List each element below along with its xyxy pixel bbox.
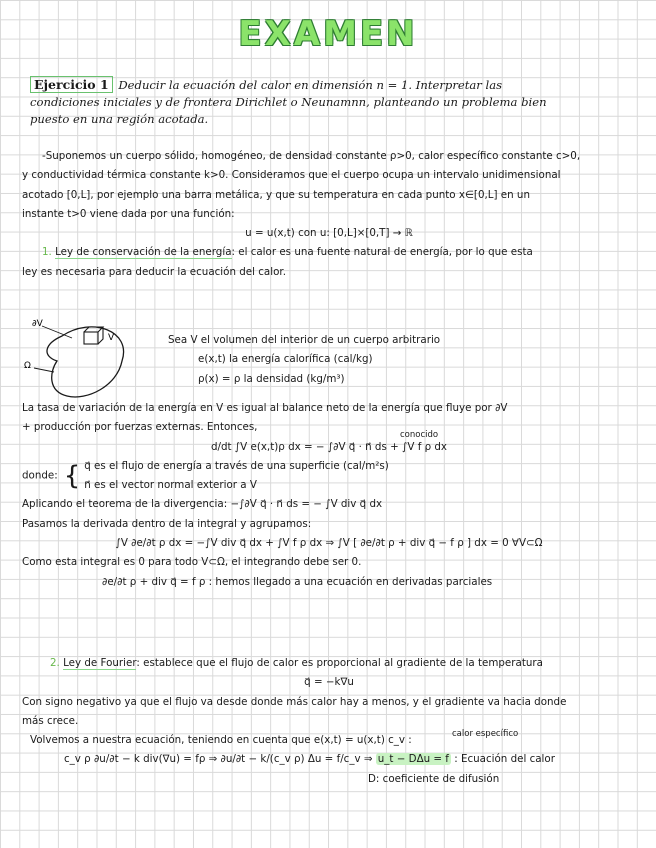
body-volume-sketch: [22, 316, 132, 406]
fourier-equation: q⃗ = −k∇u: [304, 676, 354, 689]
intro-line: -Suponemos un cuerpo sólido, homogéneo, de densidad constante ρ>0, calor específico constante c>0,: [42, 150, 581, 162]
exercise-label: Ejercicio 1: [30, 76, 113, 93]
volume-cube: [84, 332, 98, 344]
region-label: Ω: [24, 361, 31, 371]
heat-equation-box: u_t − DΔu = f: [377, 753, 449, 766]
definition-line: Sea V el volumen del interior de un cuerpo arbitrario: [168, 334, 441, 346]
notes-intro: [22, 147, 636, 282]
notes-fourier: [22, 654, 636, 789]
divergence-line: Aplicando el teorema de la divergencia: −∫∂V q⃗ · n⃗ ds = − ∫V div q⃗ dx: [22, 498, 383, 511]
rate-line: La tasa de variación de la energía en V es igual al balance neto de la energía que fluye por ∂V: [22, 402, 508, 414]
rate-line: + producción por fuerzas externas. Entonces,: [22, 421, 258, 434]
law1-line: [22, 243, 636, 262]
page-title: EXAMEN: [238, 14, 418, 54]
heat-equation-label: : Ecuación del calor: [454, 753, 555, 766]
intro-line: instante t>0 viene dada por una función:: [22, 207, 235, 220]
final-equation: c_v ρ ∂u/∂t − k div(∇u) = fρ ⇒ ∂u/∂t − k/(c_v ρ) Δu = f/c_v ⇒: [64, 753, 376, 766]
zero-line: Como esta integral es 0 para todo V⊂Ω, el integrando debe ser 0.: [22, 556, 362, 569]
pde-line: [22, 573, 636, 592]
derivative-line: Pasamos la derivada dentro de la integral y agrupamos:: [22, 517, 312, 530]
definition-line: e(x,t) la energía calorífica (cal/kg): [198, 353, 373, 366]
boundary-pointer: [42, 326, 72, 338]
donde-item: n⃗ es el vector normal exterior a V: [84, 479, 257, 492]
volume-label: V: [108, 333, 115, 343]
region-pointer: [34, 368, 54, 372]
pde-comment: : hemos llegado a una ecuación en derivadas parciales: [208, 575, 493, 588]
sign-line: Con signo negativo ya que el flujo va desde donde más calor hay a menos, y el gradiente va hacia donde: [22, 695, 567, 708]
law1-text: : el calor es una fuente natural de energía, por lo que esta: [231, 246, 533, 259]
annotation-specific-heat: calor específico: [452, 729, 519, 739]
volume-cube-top: [84, 327, 103, 344]
exercise-text: Deducir la ecuación del calor en dimensión n = 1. Interpretar las condiciones iniciales y de frontera Dirichlet o Neunamnn, planteando un problema bien puesto en una región acotada.: [30, 78, 547, 126]
law2-title: Ley de Fourier: [63, 657, 137, 669]
diffusion-note: D: coeficiente de difusión: [368, 772, 500, 785]
pde-equation: ∂e/∂t ρ + div q⃗ = f ρ: [102, 575, 206, 588]
notes-derivation: [22, 399, 636, 592]
law2-line: [22, 654, 636, 673]
annotation-known: conocido: [400, 430, 439, 440]
definition-line: ρ(x) = ρ la densidad (kg/m³): [198, 372, 345, 385]
law1-title: Ley de conservación de la energía: [55, 246, 232, 259]
intro-line: y conductividad térmica constante k>0. Consideramos que el cuerpo ocupa un intervalo unidimensional: [22, 169, 561, 182]
intro-line: acotado [0,L], por ejemplo una barra metálica, y que su temperatura en cada punto x∈[0,L] en un: [22, 188, 530, 201]
boundary-label: ∂V: [32, 319, 43, 329]
law2-text: : establece que el flujo de calor es proporcional al gradiente de la temperatura: [136, 657, 543, 669]
law1-line2: ley es necesaria para deducir la ecuación del calor.: [22, 265, 286, 278]
law2-number: 2.: [50, 657, 60, 669]
sign-line: más crece.: [22, 714, 79, 727]
balance-equation: d/dt ∫V e(x,t)ρ dx = − ∫∂V q⃗ · n⃗ ds + ∫V f ρ dx: [210, 440, 448, 453]
grouped-equation: ∫V ∂e/∂t ρ dx = −∫V div q⃗ dx + ∫V f ρ dx ⇒ ∫V [ ∂e/∂t ρ + div q⃗ − f ρ ] dx = 0 ∀V⊂Ω: [115, 537, 543, 550]
donde-item: q⃗ es el flujo de energía a través de una superficie (cal/m²s): [84, 459, 389, 472]
donde-label: donde:: [22, 469, 58, 482]
exercise-statement: [30, 76, 550, 128]
brace-symbol: {: [63, 461, 81, 492]
donde-block: [22, 457, 636, 496]
final-equation-line: [22, 750, 636, 769]
law1-number: 1.: [42, 246, 52, 259]
function-definition: u = u(x,t) con u: [0,L]×[0,T] → ℝ: [245, 227, 413, 240]
definitions: [168, 331, 628, 389]
return-line: Volvemos a nuestra ecuación, teniendo en cuenta que e(x,t) = u(x,t) c_v :: [30, 734, 412, 747]
